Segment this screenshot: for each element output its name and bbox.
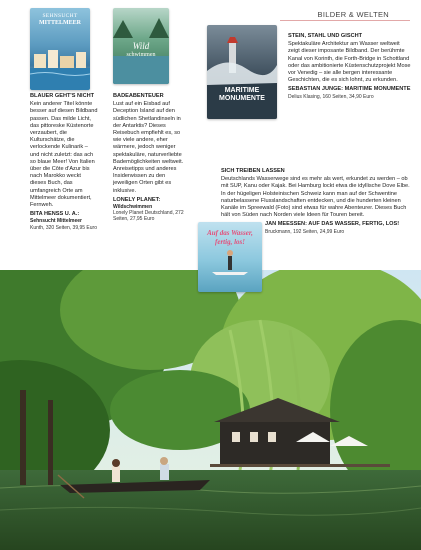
article-meta: Bruckmann, 192 Seiten, 24,99 Euro bbox=[265, 228, 345, 235]
article-meta: Lonely Planet Deutschland, 272 Seiten, 27,95 Euro bbox=[113, 210, 184, 223]
article-sehnsucht-mittelmeer bbox=[30, 93, 98, 231]
article-headline: BADEABENTEUER bbox=[113, 93, 164, 99]
article-meta: Kunth, 320 Seiten, 39,95 Euro bbox=[30, 224, 97, 231]
article-headline: STEIN, STAHL UND GISCHT bbox=[288, 33, 363, 39]
section-divider bbox=[280, 20, 410, 21]
book-cover-sehnsucht-mittelmeer bbox=[30, 8, 90, 90]
book-cover-maritime-monumente bbox=[207, 25, 277, 119]
section-label: BILDER & WELTEN bbox=[317, 10, 389, 19]
cover-subtitle: MONUMENTE bbox=[219, 95, 265, 102]
cover-title: SEHNSUCHT bbox=[42, 13, 78, 19]
lighthouse-wave-illustration bbox=[207, 25, 277, 119]
article-meta: Delius Klasing, 160 Seiten, 34,90 Euro bbox=[288, 93, 374, 100]
article-body: Deutschlands Wasserwege sind es mehr als wert, erkundet zu werden – ob mit SUP, Kanu oder Kajak. Bei Hamburg lockt etwa die idyllische Dove Elbe. In der hügeligen Holsteinischen Schweiz kann man auf der Schwentine naturbelassene Flusslandschaften entdecken, und die hunderten kleinen Kanäle im Spreewald (Foto) sind etwas für wahre Abenteurer. Dieses Buch hält von Süden nach Norden viele Ideen für Touren bereit. bbox=[221, 176, 410, 219]
cover-subtitle: fertig, los! bbox=[215, 238, 245, 246]
spreewald-canal-photo bbox=[0, 270, 421, 550]
article-book-title: Wildschwimmen bbox=[113, 204, 153, 211]
cover-title: Wild bbox=[132, 41, 150, 51]
article-headline: SICH TREIBEN LASSEN bbox=[221, 168, 285, 174]
article-book-title: Sehnsucht Mittelmeer bbox=[30, 218, 82, 225]
article-headline: BLAUER GEHT'S NICHT bbox=[30, 93, 95, 99]
cover-subtitle: schwimmen bbox=[126, 52, 156, 58]
cover-title: MARITIME bbox=[224, 87, 260, 94]
canal-scene bbox=[0, 270, 421, 550]
article-body: Spektakuläre Architektur am Wasser weltweit zeigt dieser imposante Bildband. Der berühmte Kanal von Korinth, die Forth-Bridge in Schottland oder das ambitionierte Küstenschutzprojekt Mose vor Venedig – sie alle bergen interessante Geschichten, die es sich lohnt, zu erkunden. bbox=[288, 41, 411, 84]
article-wildschwimmen bbox=[113, 93, 185, 223]
coastal-town-illustration bbox=[30, 8, 90, 90]
article-author: BITA HENSS U. A.: bbox=[30, 211, 80, 218]
article-author: SEBASTIAN JUNGE: MARITIME MONUMENTE bbox=[288, 86, 411, 93]
cover-subtitle: MITTELMEER bbox=[38, 20, 81, 26]
article-author: JAN MEESSEN: AUF DAS WASSER, FERTIG, LOS! bbox=[265, 221, 400, 228]
article-body: Lust auf ein Eisbad auf Deception Island auf den südlichen Shetlandinseln in der Antarktis? Dieses Reisebuch empfiehlt es, so wie viele andere, eher wärmere, jedoch weniger spektakuläre, naturverliebte Bademöglichkeiten weltweit. Anreisetipps und anderes Insiderwissen zu den jeweiligen Orten gibt es inklusive. bbox=[113, 101, 184, 194]
cover-title: Auf das Wasser, bbox=[207, 229, 253, 237]
book-cover-auf-das-wasser bbox=[198, 222, 262, 292]
book-cover-wildschwimmen bbox=[113, 8, 169, 84]
article-body: Kein anderer Titel könnte besser auf diesen Bildband passen. Das milde Licht, das pittoreske Küstenorte verzaubert, die Kulturschätze, die verlockende Kulinarik – und nicht zuletzt: das ach so blaue Meer! Von Italien über die Côte d'Azur bis nach Marokko weckt dieses Buch, das umfangreich Orte am Mittelmeer dokumentiert, Fernweh. bbox=[30, 101, 98, 209]
article-maritime-monumente bbox=[288, 33, 412, 100]
paddler-illustration bbox=[198, 222, 262, 292]
article-author: LONELY PLANET: bbox=[113, 196, 161, 203]
